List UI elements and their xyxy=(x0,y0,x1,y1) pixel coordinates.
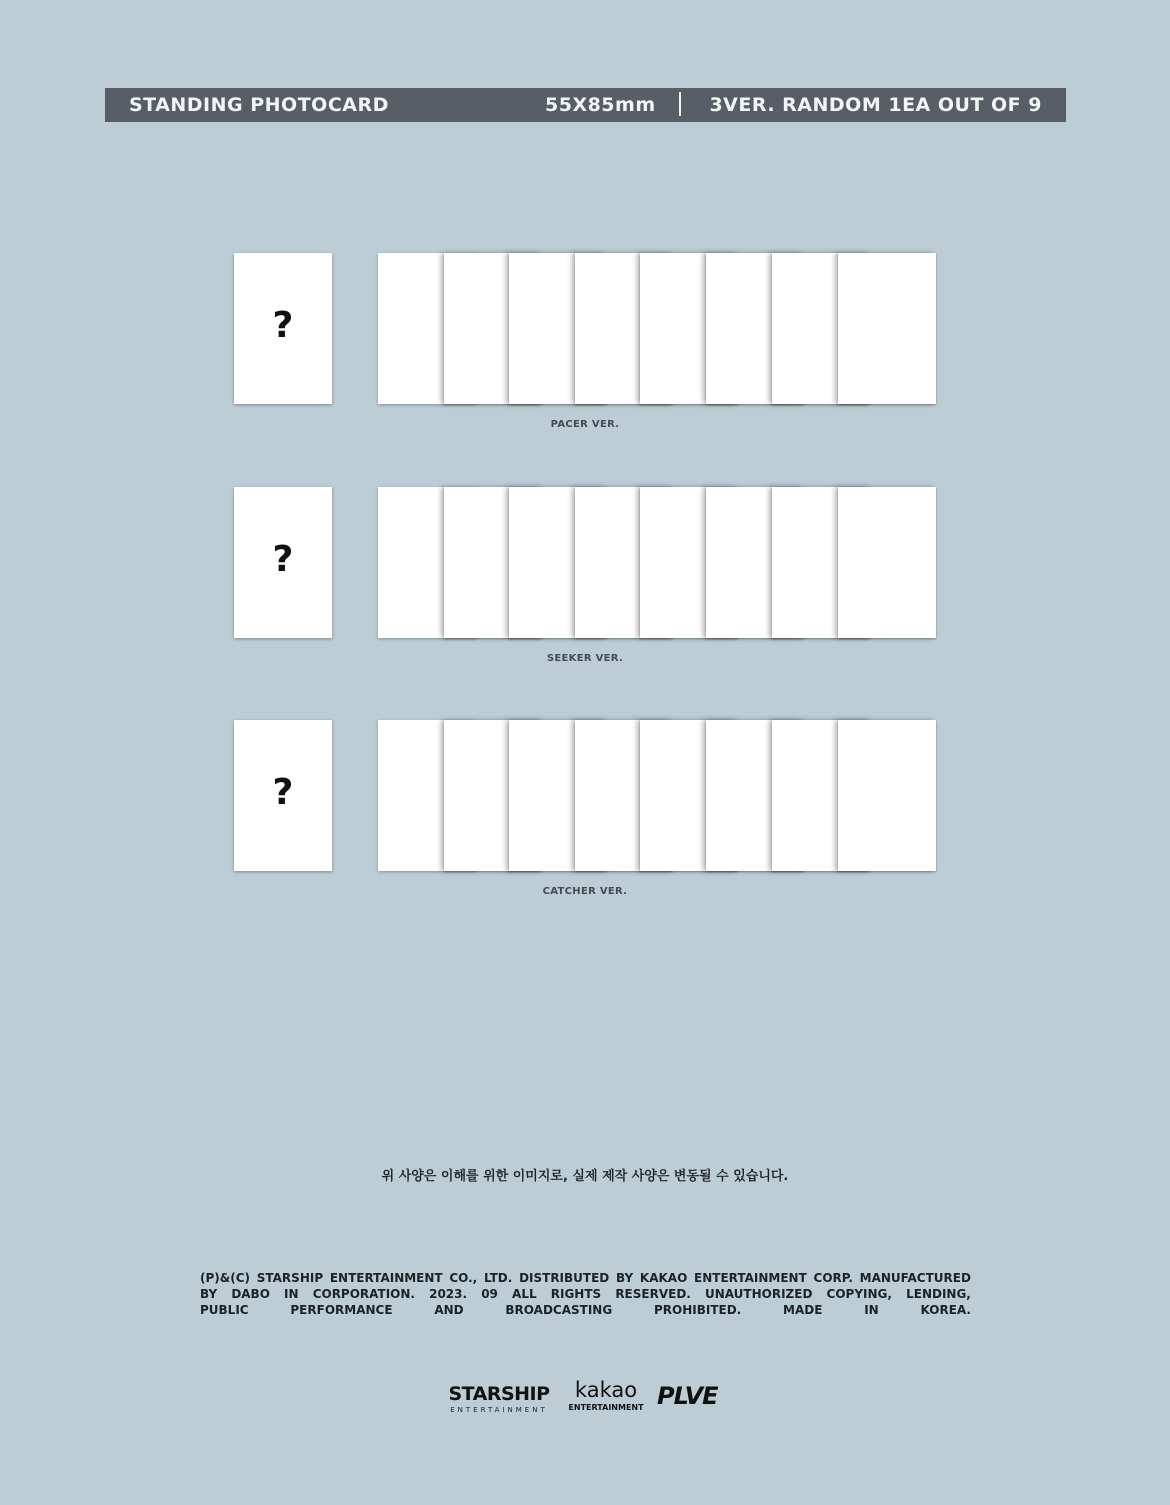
legal-word: BY xyxy=(616,1271,634,1285)
question-mark: ? xyxy=(272,772,294,813)
legal-word: AND xyxy=(434,1303,464,1317)
legal-line-3 xyxy=(200,1302,971,1318)
legal-word: ENTERTAINMENT xyxy=(329,1271,443,1285)
logo-strip xyxy=(0,1378,1170,1418)
legal-word: IN xyxy=(864,1303,879,1317)
header-size: 55X85mm xyxy=(545,94,656,116)
legal-word: DABO xyxy=(231,1287,270,1301)
legal-word: KOREA. xyxy=(920,1303,971,1317)
legal-word: STARSHIP xyxy=(256,1271,324,1285)
legal-word: COPYING, xyxy=(826,1287,892,1301)
version-label: PACER VER. xyxy=(550,419,620,430)
legal-word: CORP. xyxy=(813,1271,853,1285)
disclaimer-notice: 위 사양은 이해를 위한 이미지로, 실제 제작 사양은 변동될 수 있습니다. xyxy=(381,1169,789,1184)
header-divider xyxy=(679,92,681,116)
legal-word: RESERVED. xyxy=(615,1287,691,1301)
legal-word: BROADCASTING xyxy=(505,1303,613,1317)
legal-word: ALL xyxy=(512,1287,537,1301)
legal-word: BY xyxy=(200,1287,218,1301)
photocard xyxy=(838,253,936,404)
photocard xyxy=(838,720,936,871)
legal-line-2 xyxy=(200,1286,971,1302)
legal-word: IN xyxy=(284,1287,299,1301)
legal-word: CO., xyxy=(449,1271,478,1285)
photocard xyxy=(838,487,936,638)
legal-word: RIGHTS xyxy=(550,1287,602,1301)
mystery-card xyxy=(234,487,332,638)
header-random-info: 3VER. RANDOM 1EA OUT OF 9 xyxy=(709,94,1042,116)
legal-word: MADE xyxy=(783,1303,823,1317)
starship-logo-text: STARSHIP xyxy=(448,1383,550,1405)
legal-word: (P)&(C) xyxy=(200,1271,251,1285)
version-label: CATCHER VER. xyxy=(542,886,628,897)
legal-word: PUBLIC xyxy=(200,1303,249,1317)
photocard-row-pacer xyxy=(0,253,1170,453)
kakao-logo-text: kakao xyxy=(574,1378,638,1402)
header-title: STANDING PHOTOCARD xyxy=(129,94,389,116)
legal-word: DISTRIBUTED xyxy=(519,1271,610,1285)
legal-word: CORPORATION. xyxy=(312,1287,415,1301)
legal-word: KAKAO xyxy=(639,1271,688,1285)
header-bar xyxy=(105,88,1066,122)
kakao-logo xyxy=(564,1378,648,1412)
mystery-card xyxy=(234,720,332,871)
legal-word: LENDING, xyxy=(906,1287,971,1301)
version-label: SEEKER VER. xyxy=(546,653,624,664)
question-mark: ? xyxy=(272,539,294,580)
mystery-card xyxy=(234,253,332,404)
starship-logo xyxy=(448,1383,550,1414)
legal-word: MANUFACTURED xyxy=(859,1271,971,1285)
legal-word: ENTERTAINMENT xyxy=(694,1271,807,1285)
legal-word: PERFORMANCE xyxy=(290,1303,393,1317)
starship-logo-subtext: ENTERTAINMENT xyxy=(450,1406,548,1414)
legal-copyright xyxy=(200,1270,971,1318)
legal-word: LTD. xyxy=(483,1271,513,1285)
kakao-logo-subtext: ENTERTAINMENT xyxy=(568,1403,644,1412)
photocard-row-seeker xyxy=(0,487,1170,687)
legal-word: PROHIBITED. xyxy=(653,1303,742,1317)
plave-logo: PLVE xyxy=(657,1382,718,1410)
legal-word: 09 xyxy=(481,1287,498,1301)
question-mark: ? xyxy=(272,305,294,346)
photocard-row-catcher xyxy=(0,720,1170,920)
legal-word: UNAUTHORIZED xyxy=(704,1287,813,1301)
legal-line-1 xyxy=(200,1270,971,1286)
legal-word: 2023. xyxy=(429,1287,468,1301)
